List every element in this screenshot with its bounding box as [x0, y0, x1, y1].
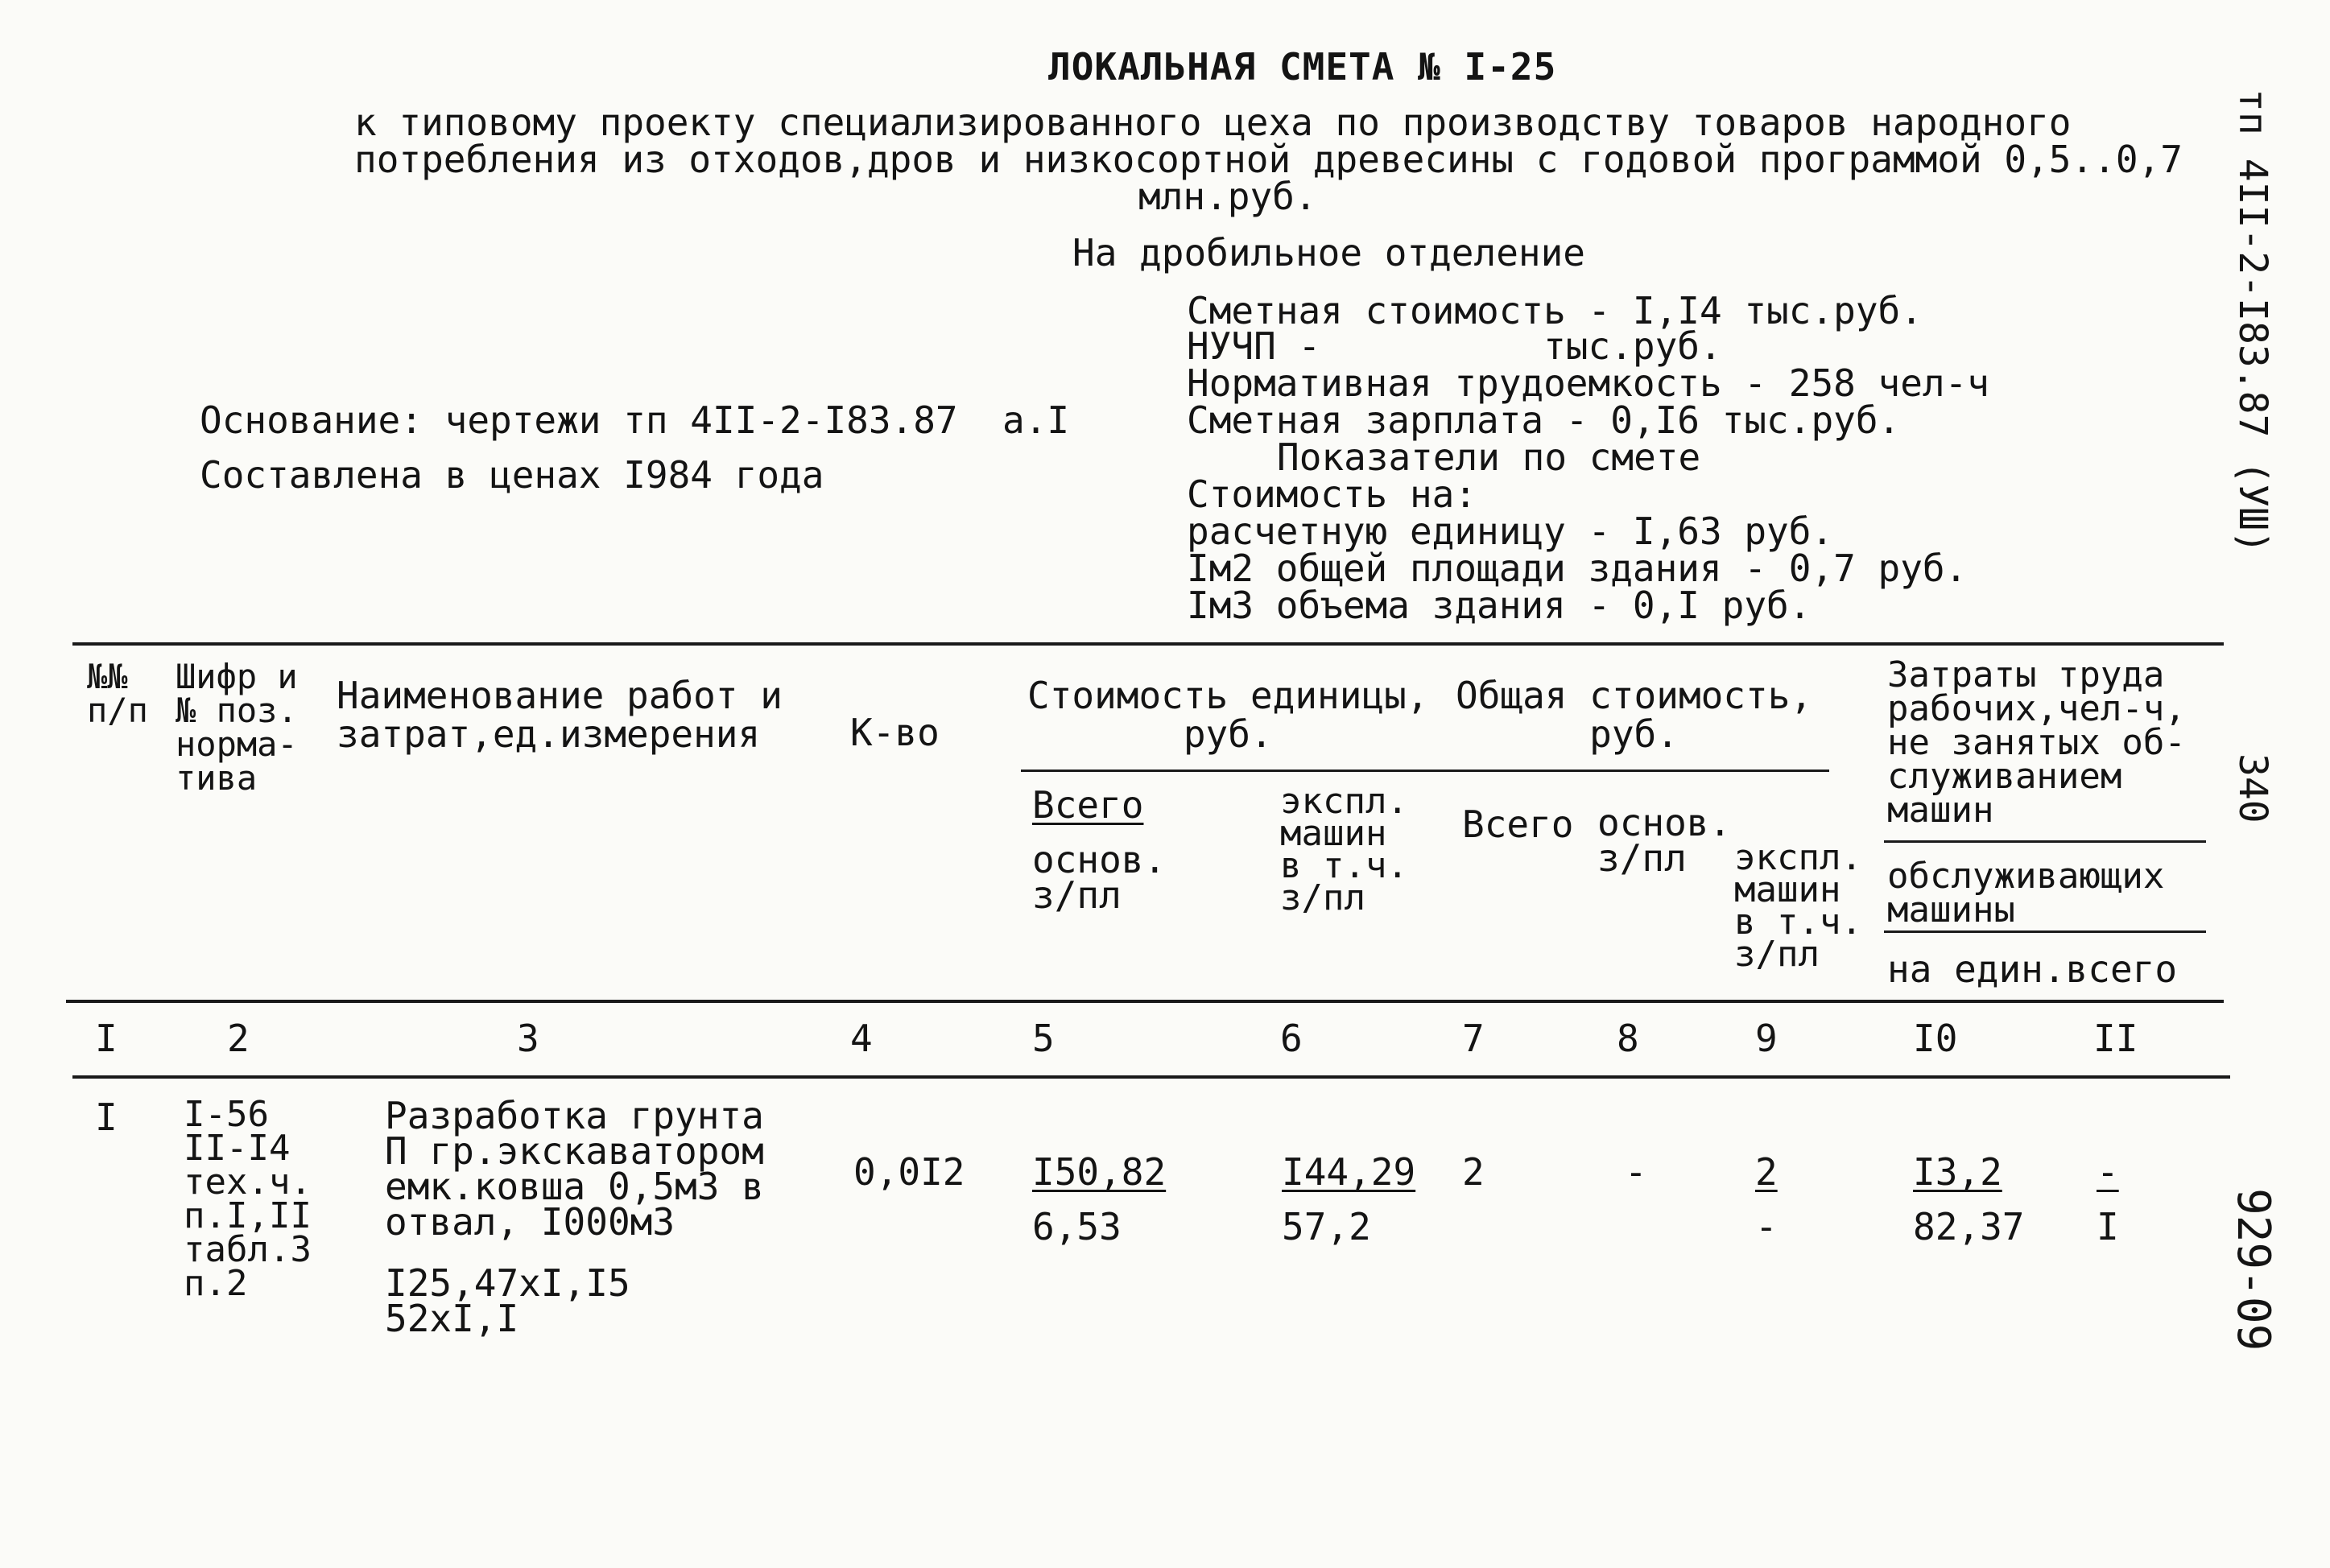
row-total-all: 2: [1462, 1150, 1485, 1194]
column-numbers-rule: [72, 1075, 2230, 1079]
document-title: ЛОКАЛЬНАЯ СМЕТА № I-25: [1048, 45, 1557, 89]
col-header-work-name: Наименование работ и затрат,ед.измерения: [337, 674, 783, 756]
row-unit-machine-salary: 57,2: [1282, 1205, 1371, 1248]
row-formula: I25,47xI,I5 52xI,I: [385, 1261, 630, 1340]
row-total-machine-op: 2: [1755, 1150, 1778, 1194]
price-basis: Составлена в ценах I984 года: [200, 453, 824, 497]
row-labor-total-machines: I: [2097, 1205, 2119, 1248]
column-number: II: [2093, 1017, 2138, 1060]
column-number: 6: [1280, 1017, 1303, 1060]
header-bottom-rule: [66, 1000, 2224, 1003]
sub-header-total: Всего: [1032, 783, 1144, 827]
col-header-unit-cost: Стоимость единицы, руб.: [1027, 674, 1429, 756]
row-total-base: -: [1625, 1150, 1647, 1194]
row-labor-unit-machines: 82,37: [1913, 1205, 2025, 1248]
col-header-quantity: К-во: [850, 711, 940, 754]
cost-per-m3: Iм3 объема здания - 0,I руб.: [1187, 584, 1812, 627]
row-number: I: [95, 1096, 118, 1139]
row-work-name: Разработка грунта П гр.экскаватором емк.ковша 0,5м3 в отвал, I000м3: [385, 1094, 764, 1244]
section-title: На дробильное отделение: [1072, 231, 1585, 274]
sub-header-all: Всего: [1462, 803, 1574, 846]
basis-drawings: Основание: чертежи тп 4II-2-I83.87 а.I: [200, 398, 1070, 442]
sub-header-machine-op: экспл. машин в т.ч. з/пл: [1280, 781, 1408, 918]
sub-header-labor-machines: обслуживающих машины: [1887, 856, 2165, 930]
col-header-code: Шифр и № поз. норма- тива: [176, 657, 298, 798]
column-number: 9: [1755, 1017, 1778, 1060]
column-number: 3: [517, 1017, 539, 1060]
estimated-cost: Сметная стоимость - I,I4 тыс.руб.: [1187, 289, 1923, 332]
row-unit-total: I50,82: [1032, 1150, 1167, 1194]
sub-header-base-salary: основ. з/пл: [1032, 838, 1167, 917]
row-unit-machine-op: I44,29: [1282, 1150, 1416, 1194]
col-header-total-cost: Общая стоимость, руб.: [1456, 674, 1813, 756]
cost-per-m2: Iм2 общей площади здания - 0,7 руб.: [1187, 547, 1968, 590]
cost-per-unit: расчетную единицу - I,63 руб.: [1187, 510, 1834, 553]
page-number-vertical: 340: [2230, 753, 2275, 823]
column-number: 8: [1617, 1017, 1639, 1060]
project-code-vertical: тп 4II-2-I83.87 (УШ): [2230, 89, 2275, 554]
column-number: 4: [850, 1017, 873, 1060]
sub-header-base: основ. з/пл: [1597, 801, 1732, 880]
column-number: 7: [1462, 1017, 1485, 1060]
col-header-labor: Затраты труда рабочих,чел-ч, не занятых об- служиванием машин: [1887, 654, 2186, 831]
normative-labor: Нормативная трудоемкость - 258 чел-ч: [1187, 361, 1989, 405]
unit-total-divider: [1021, 770, 1829, 772]
column-number: 5: [1032, 1017, 1055, 1060]
row-total-machine-salary: -: [1755, 1205, 1778, 1248]
labor-divider-1: [1884, 840, 2206, 843]
sub-header-machine-op-2: экспл. машин в т.ч. з/пл: [1734, 837, 1862, 975]
labor-divider-2: [1884, 930, 2206, 933]
nuchp: НУЧП - тыс.руб.: [1187, 324, 1722, 368]
stamp-number-vertical: 929-09: [2227, 1188, 2279, 1351]
subtitle-line-1: к типовому проекту специализированного цеха по производству товаров народного: [354, 101, 2072, 144]
table-top-rule: [72, 642, 2224, 646]
col-header-number: №№ п/п: [87, 657, 148, 730]
column-number: I: [95, 1017, 118, 1060]
indicators-title: Показатели по смете: [1277, 435, 1701, 479]
cost-on-label: Стоимость на:: [1187, 472, 1477, 516]
row-labor-unit: I3,2: [1913, 1150, 2002, 1194]
sub-header-labor-units: на един.всего: [1887, 947, 2178, 991]
subtitle-line-2: потребления из отходов,дров и низкосортной древесины с годовой программой 0,5..0,7: [354, 138, 2183, 181]
row-unit-base-salary: 6,53: [1032, 1205, 1122, 1248]
estimated-salary: Сметная зарплата - 0,I6 тыс.руб.: [1187, 398, 1901, 442]
row-quantity: 0,0I2: [853, 1150, 965, 1194]
row-code: I-56 II-I4 тех.ч. п.I,II табл.3 п.2: [184, 1094, 312, 1304]
subtitle-line-3: млн.руб.: [1138, 175, 1317, 218]
column-number: 2: [227, 1017, 250, 1060]
row-labor-total: -: [2097, 1150, 2119, 1194]
column-number: I0: [1913, 1017, 1958, 1060]
